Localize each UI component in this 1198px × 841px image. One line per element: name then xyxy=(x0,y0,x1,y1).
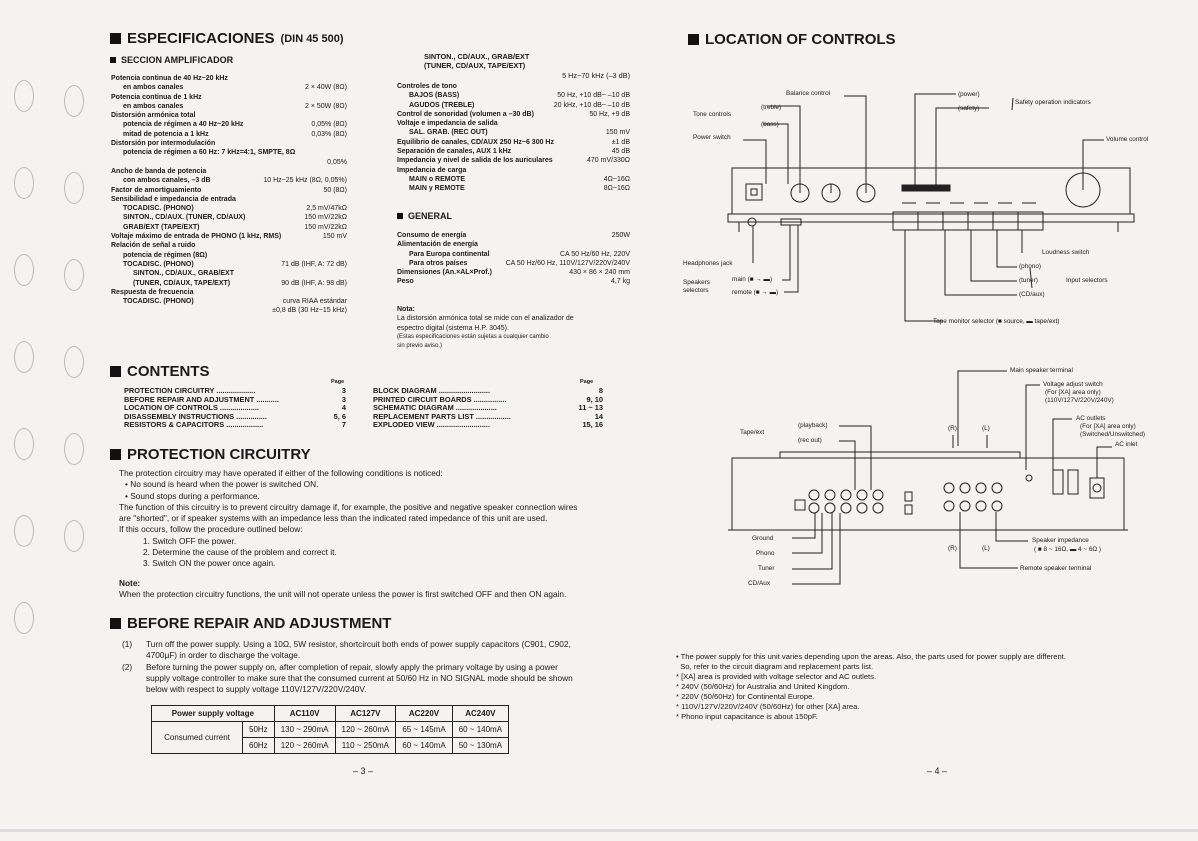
spec-row xyxy=(111,130,347,139)
toc-page: 11 ~ 13 xyxy=(578,403,603,413)
page-number-left: – 3 – xyxy=(353,766,374,776)
spec-row xyxy=(397,128,630,137)
toc-label: BLOCK DIAGRAM ......................... xyxy=(373,386,491,395)
protection-line: are "shorted", or if speaker systems with an impedance less than the indicated rated impedance of this unit are used. xyxy=(119,513,548,524)
spec-row xyxy=(397,277,630,286)
spec-label: en ambos canales xyxy=(123,84,184,92)
spec-label: Para Europa continental xyxy=(409,250,490,258)
power-supply-table: Power supply voltage AC110V AC127V AC220V AC240V Consumed current 50Hz 130 ~ 290mA 120 ~ 260mA 65 ~ 145mA 60 ~ 140mA 60Hz 120 ~ 260mA 110 ~ 250mA 60 ~ 140mA 50 ~ 130mA xyxy=(151,705,509,754)
label-playback: (playback) xyxy=(798,422,828,429)
spec-label: GRAB/EXT (TAPE/EXT) xyxy=(123,223,200,231)
spec-row xyxy=(397,147,630,156)
label-safety: (safety) xyxy=(958,105,980,112)
spec-value: 150 mV/22kΩ xyxy=(304,214,347,222)
toc-right xyxy=(373,387,603,430)
spec-value: 20 kHz, +10 dB~ –10 dB xyxy=(553,101,630,109)
label-l-top: (L) xyxy=(982,425,990,432)
spec-row xyxy=(397,231,630,240)
protection-line: 2. Determine the cause of the problem and correct it. xyxy=(143,547,337,558)
label-phono-rear: Phono xyxy=(756,550,775,557)
spec-value: 71 dB (IHF, A: 72 dB) xyxy=(281,260,347,268)
binding-holes xyxy=(14,80,34,689)
spec-value: 150 mV/22kΩ xyxy=(304,223,347,231)
bottom-edge-rule xyxy=(0,829,1198,832)
label-input-selectors: Input selectors xyxy=(1066,277,1108,284)
label-loudness: Loudness switch xyxy=(1042,249,1090,256)
repair-item-number: (2) xyxy=(122,661,133,672)
spec-row xyxy=(111,260,347,269)
spec-value: 45 dB xyxy=(611,148,630,156)
spec-row xyxy=(111,288,347,297)
toc-page: 9, 10 xyxy=(586,394,603,404)
repair-item xyxy=(122,662,632,696)
label-bass: (bass) xyxy=(761,121,779,128)
spec-row xyxy=(397,240,630,249)
label-power: (power) xyxy=(958,91,980,98)
spec-row xyxy=(397,91,630,100)
spec-label: en ambos canales xyxy=(123,102,184,110)
label-l-bottom: (L) xyxy=(982,545,990,552)
toc-page-label-right: Page xyxy=(580,379,594,385)
spec-label: TOCADISC. (PHONO) xyxy=(123,260,194,268)
spec-label: Distorsión por intermodulación xyxy=(111,140,216,148)
label-cdaux: (CD/aux) xyxy=(1019,291,1045,298)
label-selectors: selectors xyxy=(683,287,709,294)
spec-row xyxy=(111,297,347,306)
label-phono: (phono) xyxy=(1019,263,1042,270)
spec-row xyxy=(111,74,347,83)
spec-label: Potencia continua de 40 Hz~20 kHz xyxy=(111,75,228,82)
toc-label: LOCATION OF CONTROLS ................... xyxy=(124,403,259,413)
toc-label: EXPLODED VIEW .......................... xyxy=(373,420,491,430)
toc-left xyxy=(124,387,346,430)
spec-label: Relación de señal a ruido xyxy=(111,242,196,250)
label-tuner: (tuner) xyxy=(1019,277,1038,284)
label-ac-2: (For [XA] area only) xyxy=(1080,423,1136,430)
label-remote-terminal: Remote speaker terminal xyxy=(1020,565,1092,572)
spec-row xyxy=(397,156,630,165)
table-header: AC240V xyxy=(452,706,508,722)
label-tuner-rear: Tuner xyxy=(758,565,775,572)
toc-label: BEFORE REPAIR AND ADJUSTMENT ........... xyxy=(124,394,279,404)
spec-label: Impedancia y nivel de salida de los auriculares xyxy=(397,157,553,165)
power-note-line: * 240V (50/60Hz) for Australia and United Kingdom. xyxy=(676,682,850,691)
spec-label: TOCADISC. (PHONO) xyxy=(123,298,194,306)
label-treble: (treble) xyxy=(761,104,782,111)
protection-line: If this occurs, follow the procedure outlined below: xyxy=(119,524,303,535)
spec-label: TOCADISC. (PHONO) xyxy=(123,205,194,213)
spec-row xyxy=(111,279,347,288)
spec-value: 250W xyxy=(611,232,630,239)
spec-label: AGUDOS (TREBLE) xyxy=(409,101,475,109)
label-main-speaker: Main speaker terminal xyxy=(1010,367,1073,374)
toc-label: PROTECTION CIRCUITRY ................... xyxy=(124,386,256,395)
label-r-bottom: (R) xyxy=(948,545,957,552)
label-tape-monitor: Tape monitor selector (■ source, ▬ tape/ext) xyxy=(933,318,1060,325)
spec-value: 470 mV/330Ω xyxy=(587,157,630,165)
spec-value: 50 Hz, +9 dB xyxy=(589,110,630,118)
spec-row xyxy=(111,167,347,176)
toc-entry xyxy=(373,421,603,430)
spec-column-2-head: SINTON., CD/AUX., GRAB/EXT (TUNER, CD/AUX, TAPE/EXT) 5 Hz~70 kHz (–3 dB) xyxy=(424,52,630,80)
spec-row xyxy=(397,101,630,110)
spec-row xyxy=(111,139,347,148)
spec-label: Respuesta de frecuencia xyxy=(111,288,194,296)
label-main: main (■ → ▬) xyxy=(732,276,773,283)
spec-label: MAIN o REMOTE xyxy=(409,175,465,183)
spec-label: Voltaje e impedancia de salida xyxy=(397,120,498,128)
spec-label: Ancho de banda de potencia xyxy=(111,167,207,175)
spec-row xyxy=(111,83,347,92)
spec-row xyxy=(397,119,630,128)
spec-label: potencia de régimen (8Ω) xyxy=(123,251,208,259)
toc-label: PRINTED CIRCUIT BOARDS ................ xyxy=(373,394,507,404)
spec-column-2 xyxy=(397,82,630,194)
specs-heading xyxy=(110,30,344,47)
label-balance: Balance control xyxy=(786,90,831,97)
spec-label: Dimensiones (An.×AL×Prof.) xyxy=(397,269,492,277)
label-voltage-2: (For [XA] area only) xyxy=(1045,389,1101,396)
spec-row xyxy=(111,158,347,167)
specs-title: ESPECIFICACIONES xyxy=(127,30,275,47)
page-right xyxy=(640,0,1198,841)
spec-value: 50 (8Ω) xyxy=(323,186,347,194)
spec-value: 10 Hz~25 kHz (8Ω, 0,05%) xyxy=(263,177,347,185)
spec-label: Voltaje máximo de entrada de PHONO (1 kHz, RMS) xyxy=(111,233,282,241)
spec-label: Para otros países xyxy=(409,259,468,267)
toc-page: 15, 16 xyxy=(582,420,603,430)
page-number-right: – 4 – xyxy=(927,766,948,776)
spec-value: ±0,8 dB (30 Hz~15 kHz) xyxy=(272,307,347,315)
spec-label: Impedancia de carga xyxy=(397,166,467,174)
toc-page-label-left: Page xyxy=(331,379,345,385)
spec-row xyxy=(397,82,630,91)
label-headphones: Headphones jack xyxy=(683,260,733,267)
spec-value: CA 50 Hz/60 Hz, 220V xyxy=(559,250,630,258)
spec-label: SINTON., CD/AUX. (TUNER, CD/AUX) xyxy=(123,214,246,222)
label-tape-ext: Tape/ext xyxy=(740,429,765,436)
spec-row xyxy=(111,93,347,102)
spec-row xyxy=(111,195,347,204)
spec-row xyxy=(111,269,347,278)
repair-item-number: (1) xyxy=(122,639,133,649)
spec-row xyxy=(111,223,347,232)
toc-page: 8 xyxy=(598,386,603,395)
toc-entry xyxy=(124,421,346,430)
binding-holes-inner xyxy=(64,85,84,607)
toc-page: 14 xyxy=(594,411,603,421)
spec-label: Sensibilidad e impedancia de entrada xyxy=(111,195,236,203)
label-rec-out: (rec out) xyxy=(798,437,822,444)
spec-value: CA 50 Hz/60 Hz, 110V/127V/220V/240V xyxy=(505,259,630,267)
spec-value: 8Ω~16Ω xyxy=(603,185,630,193)
spec-value: 4Ω~16Ω xyxy=(603,175,630,183)
spec-row xyxy=(397,184,630,193)
spec-row xyxy=(111,251,347,260)
spec-value: 150 mV xyxy=(605,129,630,137)
nota-block: Nota: La distorsión armónica total se mide con el analizador de espectro digital (sistema H.P. 3045). (Estas especificaciones están sujetas a cualquier cambio sin previo aviso.) xyxy=(397,306,574,350)
table-header: Power supply voltage xyxy=(152,706,275,722)
power-note-line: * [XA] area is provided with voltage selector and AC outlets. xyxy=(676,672,877,681)
protection-line: The protection circuitry may have operated if either of the following conditions is noticed: xyxy=(119,468,443,478)
toc-label: RESISTORS & CAPACITORS .................. xyxy=(124,420,264,430)
spec-label: potencia de régimen a 60 Hz: 7 kHz=4:1, SMPTE, 8Ω xyxy=(123,149,296,157)
spec-row xyxy=(397,250,630,259)
spec-value: 2 × 40W (8Ω) xyxy=(305,84,347,92)
spec-label: potencia de régimen a 40 Hz~20 kHz xyxy=(123,121,244,129)
spec-row xyxy=(111,241,347,250)
toc-page: 7 xyxy=(341,420,346,430)
table-header: AC127V xyxy=(335,706,396,722)
spec-row xyxy=(397,166,630,175)
spec-value: 150 mV xyxy=(322,233,347,241)
spec-column-1 xyxy=(111,74,347,316)
spec-value: ±1 dB xyxy=(611,138,630,146)
spec-row xyxy=(111,232,347,241)
toc-page: 4 xyxy=(341,403,346,413)
spec-row xyxy=(397,175,630,184)
spec-row xyxy=(111,186,347,195)
repair-line: supply voltage controller to make sure that the consumed current at 50/60 Hz in NO SIGNAL mode should be shown xyxy=(146,672,573,683)
label-volume: Volume control xyxy=(1106,136,1149,143)
spec-value: 0,05% (8Ω) xyxy=(311,121,347,129)
spec-row xyxy=(111,204,347,213)
label-speaker-imp-2: ( ■ 8 ~ 16Ω, ▬ 4 ~ 6Ω ) xyxy=(1034,546,1102,553)
label-r-top: (R) xyxy=(948,425,957,432)
spec-row xyxy=(397,259,630,268)
rear-panel-diagram xyxy=(640,0,1198,600)
spec-value: curva RIAA estándar xyxy=(282,298,347,306)
spec-label: Alimentación de energía xyxy=(397,241,478,249)
table-header: AC220V xyxy=(396,706,452,722)
power-note-line: So, refer to the circuit diagram and replacement parts list. xyxy=(676,662,874,671)
spec-label: Consumo de energía xyxy=(397,232,467,239)
spec-label: Peso xyxy=(397,278,414,286)
spec-row xyxy=(111,120,347,129)
spec-row xyxy=(397,138,630,147)
spec-row xyxy=(111,111,347,120)
label-ac-inlet: AC inlet xyxy=(1115,441,1138,448)
power-note-line: * 110V/127V/220V/240V (50/60Hz) for other [XA] area. xyxy=(676,702,860,711)
spec-label: Separación de canales, AUX 1 kHz xyxy=(397,148,512,156)
spec-value: 0,05% xyxy=(327,158,347,166)
specs-din: (DIN 45 500) xyxy=(280,32,344,45)
spec-value: 50 Hz, +10 dB~ –10 dB xyxy=(557,92,630,100)
protection-heading: PROTECTION CIRCUITRY xyxy=(110,446,311,463)
table-row-label: Consumed current xyxy=(152,722,243,754)
general-specs xyxy=(397,231,630,287)
spec-label: Potencia continua de 1 kHz xyxy=(111,93,202,101)
spec-label: Control de sonoridad (volumen a –30 dB) xyxy=(397,110,534,118)
repair-item xyxy=(122,639,632,662)
spec-label: SINTON., CD/AUX., GRAB/EXT xyxy=(133,270,234,278)
spec-row xyxy=(397,268,630,277)
label-speakers: Speakers xyxy=(683,279,710,286)
spec-label: Factor de amortiguamiento xyxy=(111,186,202,194)
label-ac-3: (Switched/Unswitched) xyxy=(1080,431,1145,438)
power-notes xyxy=(676,652,1191,722)
toc-label: SCHEMATIC DIAGRAM .................... xyxy=(373,403,497,413)
protection-line: • No sound is heard when the power is switched ON. xyxy=(125,479,319,490)
power-note-line: • The power supply for this unit varies depending upon the areas. Also, the parts used for power supply are different. xyxy=(676,652,1066,661)
spec-value: 2 × 50W (8Ω) xyxy=(305,102,347,110)
toc-label: DISASSEMBLY INSTRUCTIONS ............... xyxy=(124,411,267,421)
table-header: AC110V xyxy=(274,706,335,722)
label-voltage-3: (110V/127V/220V/240V) xyxy=(1045,397,1114,404)
contents-heading: CONTENTS xyxy=(110,363,210,380)
repair-text xyxy=(122,639,632,695)
spec-row xyxy=(111,213,347,222)
power-note-line: * 220V (50/60Hz) for Continental Europe. xyxy=(676,692,815,701)
protection-line: 1. Switch OFF the power. xyxy=(143,535,237,546)
repair-line: 4700μF) in order to discharge the voltage. xyxy=(146,650,301,661)
label-safety-indicators: Safety operation indicators xyxy=(1015,99,1091,106)
label-voltage-1: Voltage adjust switch xyxy=(1043,381,1103,388)
spec-row xyxy=(111,176,347,185)
spec-label: Equilibrio de canales, CD/AUX 250 Hz~6 300 Hz xyxy=(397,138,554,146)
spec-row xyxy=(111,148,347,157)
spec-label: SAL. GRAB. (REC OUT) xyxy=(409,129,488,137)
protection-line: The function of this circuitry is to prevent circuitry damage if, for example, the positive and negative speaker connection wires xyxy=(119,501,578,512)
spec-label: (TUNER, CD/AUX, TAPE/EXT) xyxy=(133,279,231,287)
general-heading: GENERAL xyxy=(397,211,452,221)
toc-page: 5, 6 xyxy=(333,411,346,421)
label-ground: Ground xyxy=(752,535,774,542)
label-remote: remote (■ → ▬) xyxy=(732,289,779,296)
toc-label: REPLACEMENT PARTS LIST ................. xyxy=(373,411,511,421)
spec-label: con ambos canales, –3 dB xyxy=(123,177,211,185)
amp-section-heading: SECCION AMPLIFICADOR xyxy=(110,55,233,65)
toc-page: 3 xyxy=(341,386,346,395)
repair-line: Before turning the power supply on, after completion of repair, slowly apply the primary voltage by using a power xyxy=(146,661,558,672)
label-speaker-imp-1: Speaker impedance xyxy=(1032,537,1089,544)
protection-line: 3. Switch ON the power once again. xyxy=(143,558,276,569)
spec-row xyxy=(111,102,347,111)
spec-value: 90 dB (IHF, A: 98 dB) xyxy=(281,279,347,287)
spec-label: Controles de tono xyxy=(397,83,457,90)
repair-line: Turn off the power supply. Using a 10Ω, 5W resistor, shortcircuit both ends of power supply capacitors (C901, C902, xyxy=(146,639,571,649)
label-cdaux-rear: CD/Aux xyxy=(748,580,771,587)
spec-value: 2,5 mV/47kΩ xyxy=(306,205,347,213)
toc-page: 3 xyxy=(341,394,346,404)
spec-row xyxy=(397,110,630,119)
spec-value: 430 × 86 × 240 mm xyxy=(569,269,630,277)
label-power-switch: Power switch xyxy=(693,134,731,141)
repair-line: below with respect to supply voltage 110V/127V/220V/240V. xyxy=(146,684,367,695)
spec-label: BAJOS (BASS) xyxy=(409,92,460,100)
repair-heading: BEFORE REPAIR AND ADJUSTMENT xyxy=(110,615,391,632)
label-tone: Tone controls xyxy=(693,111,732,118)
power-note-line: * Phono input capacitance is about 150pF. xyxy=(676,712,818,721)
spec-label: mitad de potencia a 1 kHz xyxy=(123,130,209,138)
spec-label: MAIN y REMOTE xyxy=(409,185,465,193)
label-ac-1: AC outlets xyxy=(1076,415,1106,422)
protection-note: Note: When the protection circuitry functions, the unit will not operate unless the power is first switched OFF and then ON again. xyxy=(119,578,567,600)
spec-value: 0,03% (8Ω) xyxy=(311,130,347,138)
location-heading: LOCATION OF CONTROLS xyxy=(688,31,896,48)
spec-label: Distorsión armónica total xyxy=(111,112,196,120)
spec-row xyxy=(111,306,347,315)
protection-text xyxy=(119,468,639,570)
spec-value: 4,7 kg xyxy=(610,278,630,286)
protection-line: • Sound stops during a performance. xyxy=(125,490,260,501)
